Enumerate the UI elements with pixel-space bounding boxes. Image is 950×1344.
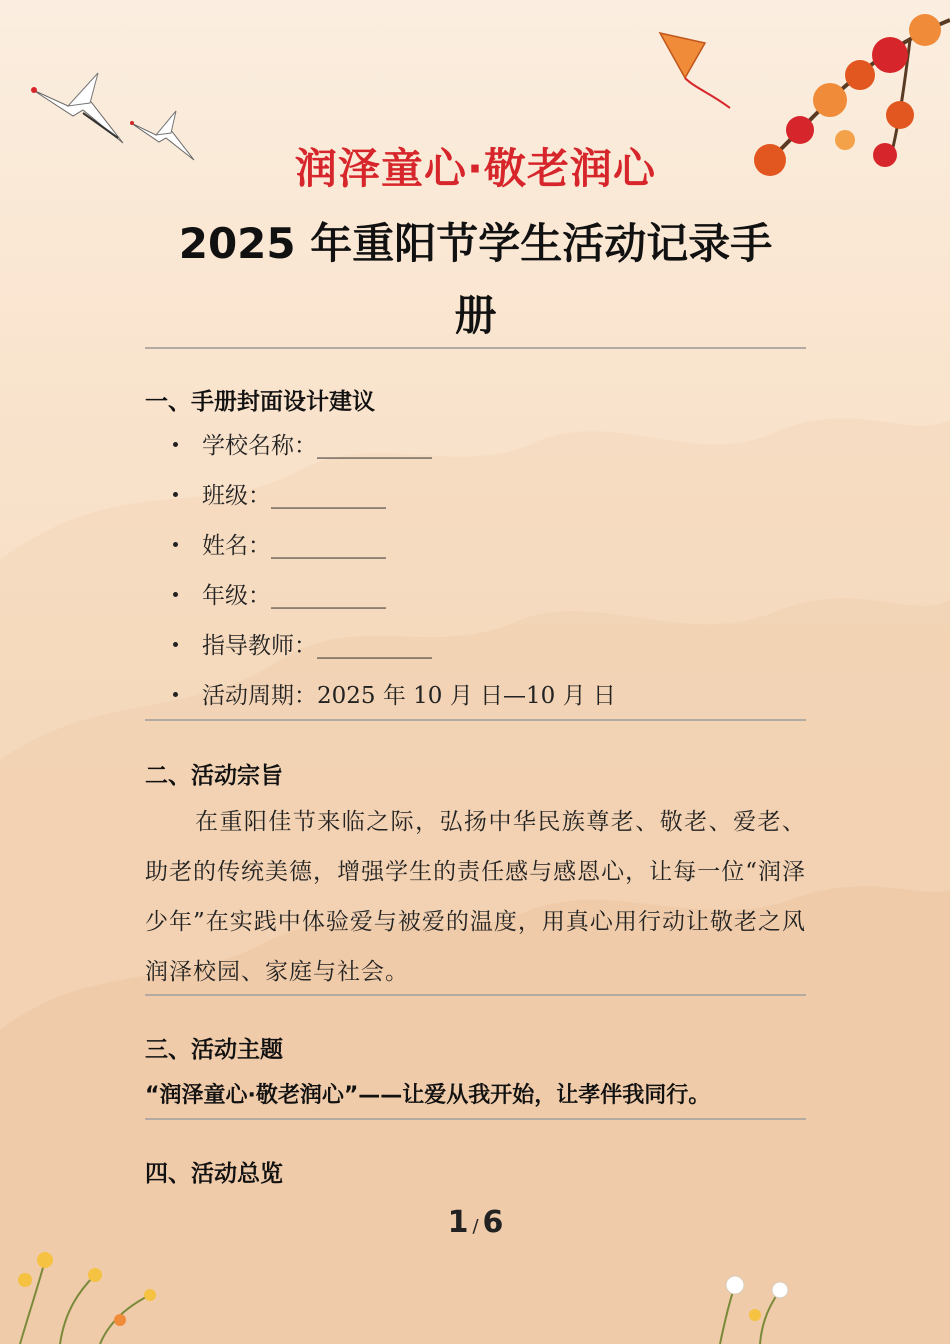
kite-icon [655, 28, 740, 113]
document-title [145, 208, 806, 352]
section-heading-cover-design: 一、手册封面设计建议 [145, 389, 375, 415]
theme-text: “润泽童心·敬老润心”——让爱从我开始，让孝伴我同行。 [145, 1083, 711, 1108]
list-item-grade: 年级：__________ [145, 575, 616, 625]
flower-icon [0, 1250, 190, 1344]
title-line-1: 2025 年重阳节学生活动记录手 [178, 219, 773, 268]
list-item-school-name: 学校名称：__________ [145, 425, 616, 475]
section-heading-overview: 四、活动总览 [145, 1161, 283, 1187]
divider [145, 347, 806, 349]
list-item-activity-period: 活动周期：2025 年 10 月 日—10 月 日 [145, 675, 616, 725]
list-item-name: 姓名：__________ [145, 525, 616, 575]
bullet-icon [173, 642, 178, 647]
list-item-teacher: 指导教师：__________ [145, 625, 616, 675]
divider [145, 1118, 806, 1120]
divider [145, 719, 806, 721]
section-heading-purpose: 二、活动宗旨 [145, 763, 283, 789]
bullet-icon [173, 542, 178, 547]
page-number [145, 1205, 806, 1240]
document-subtitle: 润泽童心·敬老润心 [295, 144, 656, 193]
divider [145, 994, 806, 996]
page-current: 1 [447, 1205, 469, 1240]
flower-icon [700, 1270, 820, 1344]
title-line-2: 册 [454, 291, 497, 340]
bullet-icon [173, 592, 178, 597]
section-heading-theme: 三、活动主题 [145, 1037, 283, 1063]
purpose-paragraph: 在重阳佳节来临之际，弘扬中华民族尊老、敬老、爱老、助老的传统美德，增强学生的责任感与感恩心，让每一位“润泽少年”在实践中体验爱与被爱的温度，用真心用行动让敬老之风润泽校园、家庭与社会。 [145, 809, 806, 985]
crane-icon [28, 68, 128, 148]
bullet-icon [173, 692, 178, 697]
list-item-class: 班级：__________ [145, 475, 616, 525]
bullet-icon [173, 442, 178, 447]
bullet-icon [173, 492, 178, 497]
page-total: 6 [482, 1205, 504, 1240]
page-separator: / [472, 1216, 479, 1237]
cover-fields-list [145, 425, 616, 725]
